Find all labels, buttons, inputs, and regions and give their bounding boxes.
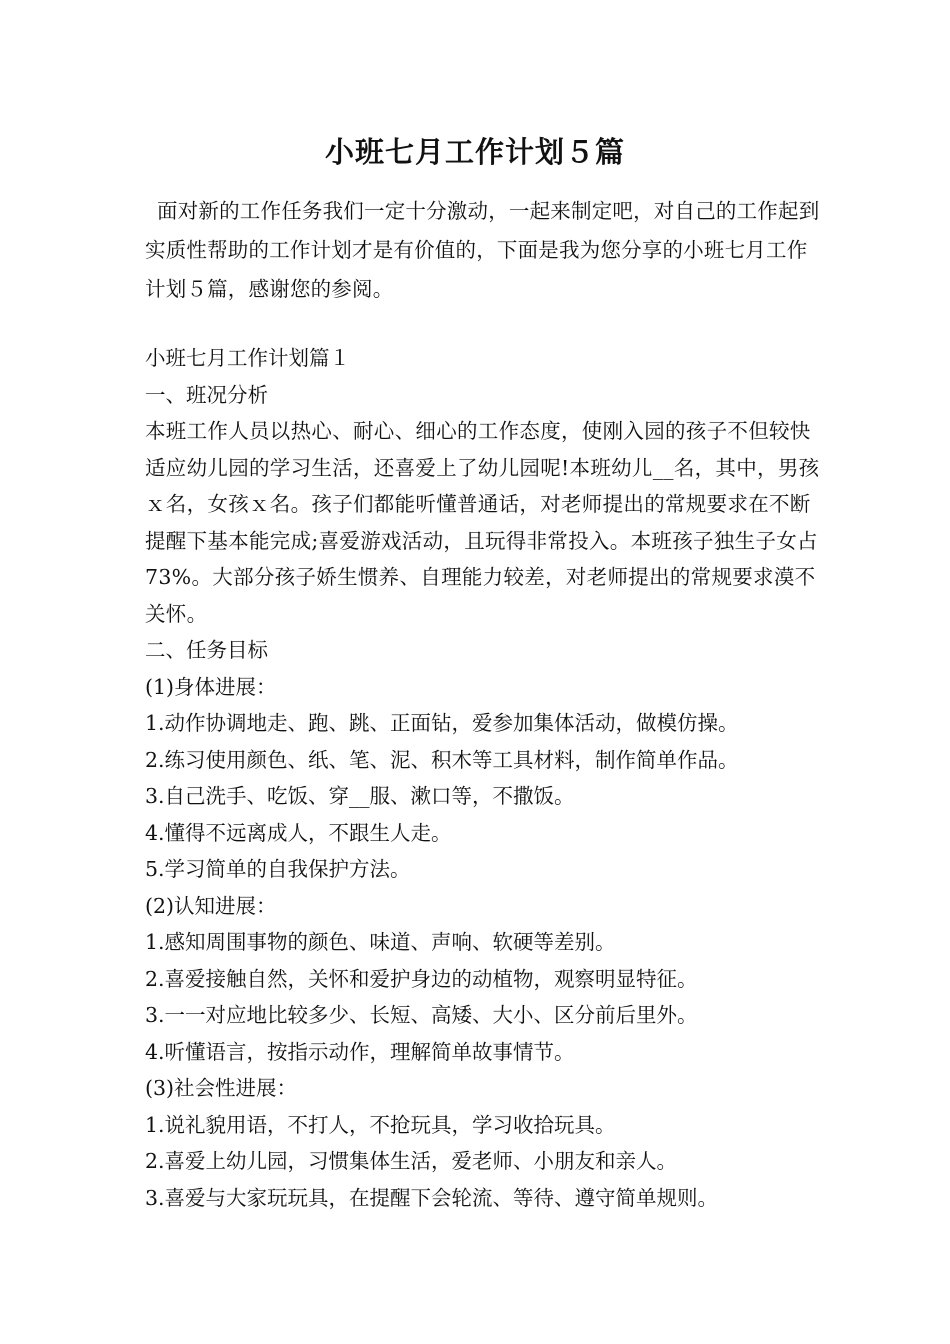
part1-heading: 一、班况分析: [145, 382, 268, 407]
list-item: 1.说礼貌用语，不打人，不抢玩具，学习收拾玩具。: [145, 1112, 616, 1137]
document-body: [145, 340, 835, 1216]
list-item: 2.喜爱接触自然，关怀和爱护身边的动植物，观察明显特征。: [145, 966, 698, 991]
intro-paragraph: 面对新的工作任务我们一定十分激动，一起来制定吧，对自己的工作起到实质性帮助的工作计划才是有价值的，下面是我为您分享的小班七月工作计划５篇，感谢您的参阅。: [145, 199, 820, 301]
list-item: 2.练习使用颜色、纸、笔、泥、积木等工具材料，制作简单作品。: [145, 747, 739, 772]
part2-heading: 二、任务目标: [145, 638, 268, 662]
sub3-heading: (3)社会性进展：: [145, 1076, 298, 1100]
sub2-heading: (2)认知进展：: [145, 893, 277, 918]
list-item: 4.听懂语言，按指示动作，理解简单故事情节。: [145, 1039, 575, 1064]
section-heading: 小班七月工作计划篇１: [145, 346, 350, 370]
list-item: 4.懂得不远离成人，不跟生人走。: [145, 820, 452, 845]
document-title: 小班七月工作计划５篇: [324, 135, 625, 169]
sub1-heading: (1)身体进展：: [145, 674, 277, 699]
list-item: 1.感知周围事物的颜色、味道、声响、软硬等差别。: [145, 930, 616, 954]
list-item: 3.自己洗手、吃饭、穿__服、漱口等，不撒饭。: [145, 784, 575, 808]
list-item: 2.喜爱上幼儿园，习惯集体生活，爱老师、小朋友和亲人。: [145, 1149, 678, 1173]
list-item: 3.喜爱与大家玩玩具，在提醒下会轮流、等待、遵守简单规则。: [145, 1185, 719, 1210]
list-item: 5.学习简单的自我保护方法。: [145, 857, 411, 881]
list-item: 3.一一对应地比较多少、长短、高矮、大小、区分前后里外。: [145, 1003, 698, 1027]
list-item: 1.动作协调地走、跑、跳、正面钻，爱参加集体活动，做模仿操。: [145, 711, 739, 735]
part1-paragraph: 本班工作人员以热心、耐心、细心的工作态度，使刚入园的孩子不但较快适应幼儿园的学习生活，还喜爱上了幼儿园呢!本班幼儿__名，其中，男孩ｘ名，女孩ｘ名。孩子们都能听懂普通话，对老师提出的常规要求在不断提醒下基本能完成;喜爱游戏活动，且玩得非常投入。本班孩子独生子女占73%。大部分孩子娇生惯养、自理能力较差，对老师提出的常规要求漠不关怀。: [145, 419, 820, 626]
